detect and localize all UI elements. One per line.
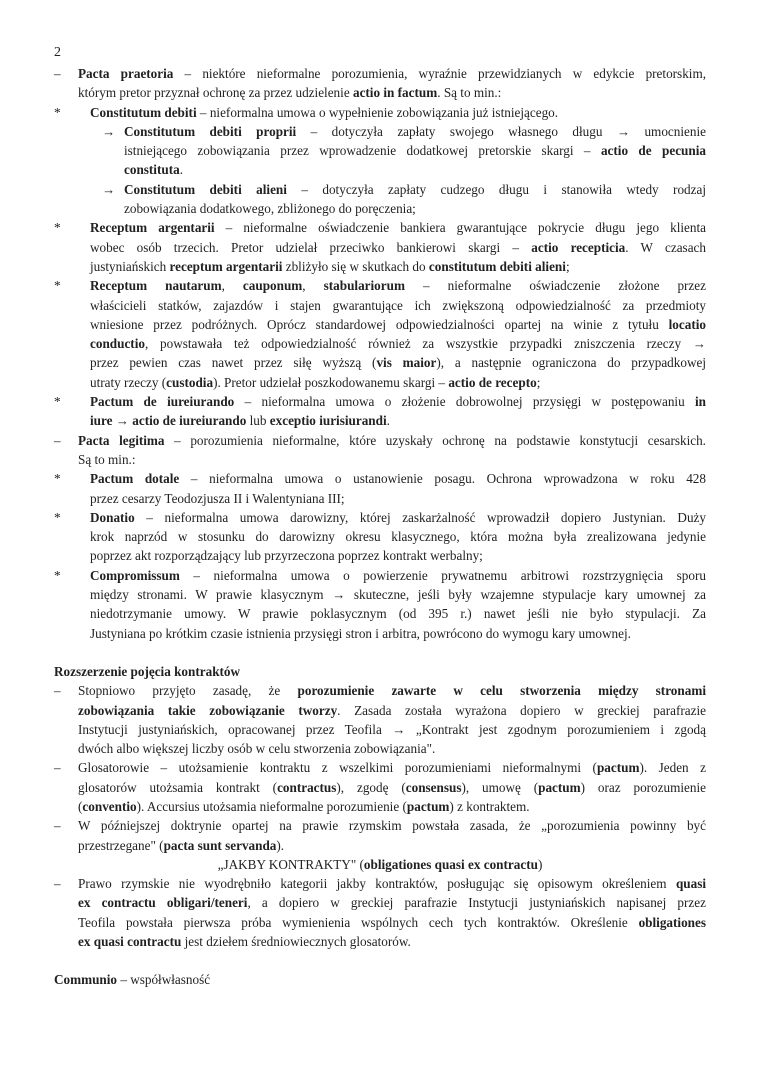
text-segment: Prawo rzymskie nie wyodrębniło kategorii jakby kontraktów, posługując się opisowym określeniem <box>78 876 676 892</box>
list-item <box>54 816 706 855</box>
pacta-legitima-item <box>54 431 706 643</box>
text-line <box>90 527 706 546</box>
text-line <box>90 604 706 623</box>
text-line <box>78 932 706 951</box>
dash-bullet: – <box>54 66 61 81</box>
text-segment: Teofila powstała pierwsza próba wymienienia wspólnych cech tych kontraktów. Określenie <box>78 914 639 930</box>
bold-term: porozumienie zawarte w celu stworzenia między stronami <box>297 683 706 699</box>
bold-term: Receptum nautarum <box>90 278 222 294</box>
bold-term: receptum argentarii <box>169 258 283 274</box>
star-bullet: * <box>54 509 61 525</box>
bold-term: custodia <box>166 374 214 390</box>
text-segment: Instytucji justyniańskich, opracowanej przez Teofila → „Kontrakt jest zgodnym porozumieniem i zgodą <box>78 721 706 737</box>
bold-term: Constitutum debiti alieni <box>124 181 287 197</box>
bold-term: Donatio <box>90 509 135 525</box>
communio-line <box>54 970 706 989</box>
list-item <box>54 758 706 816</box>
text-segment: – nieformalna umowa o wypełnienie zobowiązania już istniejącego. <box>196 104 559 120</box>
text-line <box>90 238 706 257</box>
text-segment: . <box>386 413 390 429</box>
bold-term: conductio <box>90 336 145 352</box>
text-segment: ). Jeden z <box>639 760 706 776</box>
text-line <box>124 160 706 179</box>
text-line <box>90 353 706 372</box>
text-segment: zobowiązania dodatkowego, zbliżonego do poręczenia; <box>124 201 416 217</box>
text-line <box>90 469 706 488</box>
bold-term: ex quasi contractu <box>78 934 182 950</box>
bold-term: pactum <box>406 798 450 814</box>
text-segment: – współwłasność <box>117 972 211 988</box>
bold-term: constitutum debiti alieni <box>428 258 566 274</box>
text-segment: ) z kontraktem. <box>449 798 530 814</box>
text-segment: Są to min.: <box>78 451 136 467</box>
text-line <box>78 874 706 893</box>
text-line <box>78 739 706 758</box>
bold-term: Pacta legitima <box>78 432 165 448</box>
text-segment: – porozumienia nieformalne, które uzyskały ochronę na podstawie konstytucji cesarskich. <box>164 432 706 448</box>
bold-term: constituta <box>124 162 180 178</box>
text-segment: . Są to min.: <box>437 85 502 101</box>
text-line <box>90 566 706 585</box>
text-line <box>124 141 706 160</box>
text-line <box>78 720 706 739</box>
bold-term: actio recepticia <box>531 239 626 255</box>
text-segment: glosatorów utożsamia kontrakt ( <box>78 779 278 795</box>
text-line <box>78 893 706 912</box>
dash-bullet: – <box>54 760 61 776</box>
text-line <box>124 199 706 218</box>
text-segment: istniejącego zobowiązania przez wprowadzenie dodatkowej pretorskie skargi – <box>124 143 601 159</box>
star-bullet: * <box>54 471 61 487</box>
text-line <box>78 816 706 835</box>
star-bullet: * <box>54 104 61 120</box>
section-heading: Rozszerzenie pojęcia kontraktów <box>54 663 241 679</box>
text-line <box>124 180 706 199</box>
text-line <box>78 64 706 83</box>
text-segment: – dotyczyła zapłaty swojego własnego długu → umocnienie <box>296 123 706 139</box>
text-segment: między stronami. W prawie klasycznym → skuteczne, jeśli były wzajemne stypulacje kary umownej za <box>90 587 706 603</box>
text-segment: ; <box>536 374 541 390</box>
subsection-heading <box>54 855 706 874</box>
text-line <box>124 122 706 141</box>
text-line <box>90 296 706 315</box>
list-item <box>54 681 706 758</box>
bold-term: pacta sunt servanda <box>163 837 277 853</box>
bold-term: cauponum <box>242 278 303 294</box>
text-segment: , powstawała też odpowiedzialność również za wszystkie przypadki zniszczenia rzeczy → <box>144 336 706 352</box>
bold-term: stabulariorum <box>323 278 405 294</box>
bold-term: locatio <box>668 316 706 332</box>
text-line <box>90 489 706 508</box>
text-line <box>90 315 706 334</box>
text-line <box>90 218 706 237</box>
text-segment: którym pretor przyznał ochronę za przez udzielenie <box>78 85 353 101</box>
text-segment: ), zgodę ( <box>336 779 406 795</box>
bold-term: actio de recepto <box>448 374 537 390</box>
text-segment: niedotrzymanie umowy. W prawie poklasycznym (od 395 r.) nawet jeśli nie było stypulacji. Za <box>90 606 706 622</box>
text-segment: – nieformalna umowa darowizny, której zaskarżalność wprowadził dopiero Justynian. Duży <box>134 509 706 525</box>
text-segment: , <box>221 278 243 294</box>
bold-term: actio de pecunia <box>600 143 706 159</box>
text-segment: przez cesarzy Teodozjusza II i Walentyniana III; <box>90 490 345 506</box>
text-segment: ) oraz porozumienie <box>580 779 706 795</box>
bold-term: consensus <box>405 779 462 795</box>
text-line <box>90 103 706 122</box>
text-segment: – nieformalne oświadczenie złożone przez <box>404 278 706 294</box>
text-segment: właścicieli statków, zajazdów i stajen gwarantujące ich zwiększoną odpowiedzialność za przedmioty <box>90 297 706 313</box>
text-line <box>78 778 706 797</box>
text-line <box>78 450 706 469</box>
text-segment: – niektóre nieformalne porozumienia, wyraźnie przewidzianych w edykcie pretorskim, <box>173 66 707 81</box>
text-line <box>90 334 706 353</box>
text-segment: przez pewien czas nawet przez siłę wyższą ( <box>90 355 377 371</box>
text-segment: krok naprzód w stosunku do darowizny okresu klasycznego, która można była zrealizowana jedynie <box>90 529 706 545</box>
text-segment: ). Accursius utożsamia nieformalne porozumienie ( <box>136 798 407 814</box>
text-segment: . Zasada została wyrażona dopiero w greckiej parafrazie <box>337 702 707 718</box>
bold-term: Pactum de iureiurando <box>90 394 235 410</box>
text-segment: utraty rzeczy ( <box>90 374 167 390</box>
bold-term: zobowiązania takie zobowiązanie tworzy <box>78 702 338 718</box>
text-line <box>90 373 706 392</box>
text-segment: Justyniana po krótkim czasie istnienia przysięgi stron i arbitra, powrócono do wymogu kary umownej. <box>90 625 631 641</box>
bold-term: in <box>695 394 707 410</box>
text-segment: przestrzegane" ( <box>78 837 164 853</box>
text-segment: – nieformalna umowa o złożenie dobrowolnej przysięgi w postępowaniu <box>234 394 696 410</box>
bold-term: Communio <box>54 972 118 988</box>
text-segment: „JAKBY KONTRAKTY" ( <box>217 856 364 872</box>
text-line <box>90 546 706 565</box>
bold-term: Compromissum <box>90 567 180 583</box>
text-segment: justyniańskich <box>90 258 170 274</box>
text-line <box>78 758 706 777</box>
text-segment: dwóch albo większej liczby osób w celu stworzenia zobowiązania". <box>78 741 436 757</box>
text-segment: wniesione przez podróżnych. Oprócz standardowej odpowiedzialności opartej na winie z tytułu <box>90 316 669 332</box>
text-segment: – nieformalna umowa o powierzenie prywatnemu arbitrowi rozstrzygnięcia sporu <box>179 567 706 583</box>
text-segment: ) <box>537 856 543 872</box>
text-segment: lub <box>246 413 270 429</box>
bold-term: Receptum argentarii <box>90 220 215 236</box>
text-line <box>90 585 706 604</box>
star-bullet: * <box>54 567 61 583</box>
bold-term: obligationes <box>638 914 706 930</box>
arrow-bullet: → <box>102 181 116 197</box>
bold-term: quasi <box>675 876 706 892</box>
bold-term: ex contractu obligari/teneri <box>78 895 248 911</box>
bold-term: Pactum dotale <box>90 471 180 487</box>
text-line <box>78 913 706 932</box>
arrow-bullet: → <box>102 123 116 139</box>
text-segment: ). <box>276 837 285 853</box>
text-segment: , a dopiero w greckiej parafrazie Instytucji justyniańskich napisanej przez <box>247 895 706 911</box>
text-segment: Glosatorowie – utożsamienie kontraktu z wszelkimi porozumieniami nieformalnymi ( <box>78 760 597 776</box>
text-line <box>90 276 706 295</box>
dash-bullet: – <box>54 818 61 834</box>
bold-term: contractus <box>277 779 337 795</box>
text-line <box>90 624 706 643</box>
text-segment: poprzez akt rozporządzający lub przyrzeczona poprzez kontrakt werbalny; <box>90 548 483 564</box>
text-segment: , <box>302 278 324 294</box>
bold-term: pactum <box>538 779 581 795</box>
text-segment: ). Pretor udzielał poszkodowanemu skargi – <box>213 374 449 390</box>
text-segment: jest dziełem średniowiecznych glosatorów. <box>181 934 411 950</box>
dash-bullet: – <box>54 876 61 892</box>
text-segment: – nieformalne oświadczenie bankiera gwarantujące pokrycie długu jego klienta <box>214 220 706 236</box>
document-body <box>54 64 706 990</box>
bold-term: conventio <box>82 798 137 814</box>
text-segment: . W czasach <box>625 239 706 255</box>
text-line <box>78 83 706 102</box>
text-segment: ), a następnie ograniczona do przypadkowej <box>436 355 706 371</box>
star-bullet: * <box>54 394 61 410</box>
star-bullet: * <box>54 278 61 294</box>
bold-term: pactum <box>596 760 640 776</box>
text-segment: . <box>179 162 183 178</box>
bold-term: vis maior <box>376 355 437 371</box>
text-line <box>90 392 706 411</box>
text-segment: zbliżyło się w skutkach do <box>282 258 429 274</box>
page-number: 2 <box>54 45 61 60</box>
dash-bullet: – <box>54 432 61 448</box>
text-line <box>78 836 706 855</box>
text-segment: ( <box>78 798 83 814</box>
pacta-praetoria-item <box>54 64 706 431</box>
text-segment: ), umowę ( <box>461 779 539 795</box>
text-line <box>90 508 706 527</box>
text-line <box>90 411 706 430</box>
text-line <box>78 701 706 720</box>
bold-term: Constitutum debiti <box>90 104 197 120</box>
text-line <box>78 431 706 450</box>
bold-term: Constitutum debiti proprii <box>124 123 297 139</box>
text-line <box>90 257 706 276</box>
text-segment: W późniejszej doktrynie opartej na prawie rzymskim powstała zasada, że „porozumienia powinny być <box>78 818 706 834</box>
bold-term: exceptio iurisiurandi <box>269 413 387 429</box>
list-item <box>54 874 706 951</box>
text-line <box>78 797 706 816</box>
bold-term: Pacta praetoria <box>78 66 174 81</box>
dash-bullet: – <box>54 683 61 699</box>
text-segment: – nieformalna umowa o ustanowienie posagu. Ochrona wprowadzona w roku 428 <box>179 471 706 487</box>
text-segment: ; <box>565 258 570 274</box>
text-segment: wobec osób trzecich. Pretor udzielał przeciwko bankierowi skargi – <box>90 239 532 255</box>
star-bullet: * <box>54 220 61 236</box>
text-line <box>78 681 706 700</box>
bold-term: actio in factum <box>352 85 438 101</box>
bold-term: iure → actio de iureiurando <box>90 413 247 429</box>
bold-term: obligationes quasi ex contractu <box>363 856 538 872</box>
text-segment: Stopniowo przyjęto zasadę, że <box>78 683 298 699</box>
text-segment: – dotyczyła zapłaty cudzego długu i stanowiła wtedy rodzaj <box>286 181 706 197</box>
